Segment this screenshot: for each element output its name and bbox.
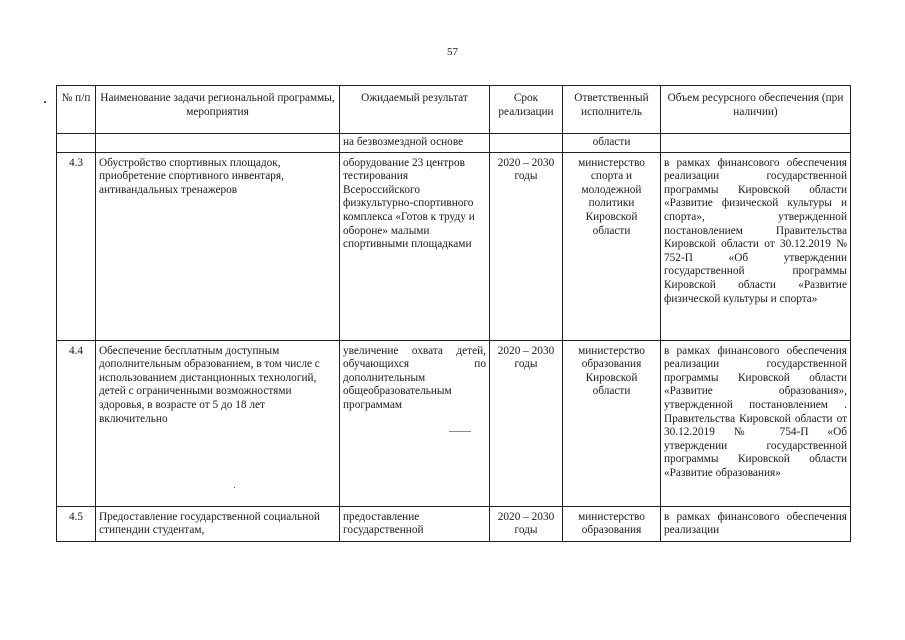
cell-num: 4.3 [57,152,96,340]
page-number: 57 [447,46,458,58]
header-result: Ожидаемый результат [340,86,490,134]
cell-result: оборудование 23 центров тестирования Всероссийского физкультурно-спортивного комплекса «Готов к труду и обороне» малыми спортивными площадками [340,152,490,340]
cell-term: 2020 – 2030 годы [490,340,563,506]
cell-resources [661,134,851,153]
continuation-row [57,134,851,153]
cell-task: Обустройство спортивных площадок, приобретение спортивного инвентаря, антивандальных тренажеров [96,152,340,340]
cell-executor: министерство образования [563,506,661,541]
cell-num [57,134,96,153]
table-row [57,152,851,340]
cell-result: на безвозмездной основе [340,134,490,153]
header-term: Срок реализации [490,86,563,134]
cell-resources: в рамках финансового обеспечения реализации государственной программы Кировской области «Развитие физической культуры и спорта», утвержденной постановлением Правительства Кировской области от 30.12.2019 № 752-П «Об утверждении государственной программы Кировской области «Развитие физической культуры и спорта» [661,152,851,340]
scan-speck [449,431,471,432]
cell-num: 4.5 [57,506,96,541]
cell-executor: области [563,134,661,153]
cell-num: 4.4 [57,340,96,506]
cell-task [96,134,340,153]
header-task: Наименование задачи региональной программы, мероприятия [96,86,340,134]
header-num: № п/п [57,86,96,134]
cell-resources: в рамках финансового обеспечения реализации государственной программы Кировской области «Развитие образования», утвержденной постановлением . Правительства Кировской области от 30.12.2019 № 754-П «Об утверждении государственной программы Кировской области «Развитие образования» [661,340,851,506]
cell-task: Обеспечение бесплатным доступным дополнительным образованием, в том числе с использованием дистанционных технологий, детей с ограниченными возможностями здоровья, в возрасте от 5 до 18 лет включительно [96,340,340,506]
table-row [57,340,851,506]
cell-term: 2020 – 2030 годы [490,152,563,340]
cell-result: предоставление государственной [340,506,490,541]
header-executor: Ответственный исполнитель [563,86,661,134]
cell-resources: в рамках финансового обеспечения реализации [661,506,851,541]
cell-term [490,134,563,153]
cell-term: 2020 – 2030 годы [490,506,563,541]
program-measures-table [56,85,851,542]
table-header-row [57,86,851,134]
cell-executor: министерство образования Кировской области [563,340,661,506]
cell-result: увеличение охвата детей, обучающихся по дополнительным общеобразовательным программам [340,340,490,506]
cell-executor: министерство спорта и молодежной политики Кировской области [563,152,661,340]
scan-speck [234,487,235,488]
cell-task: Предоставление государственной социальной стипендии студентам, [96,506,340,541]
scan-speck [44,101,46,103]
header-resources: Объем ресурсного обеспечения (при наличии) [661,86,851,134]
table-row [57,506,851,541]
